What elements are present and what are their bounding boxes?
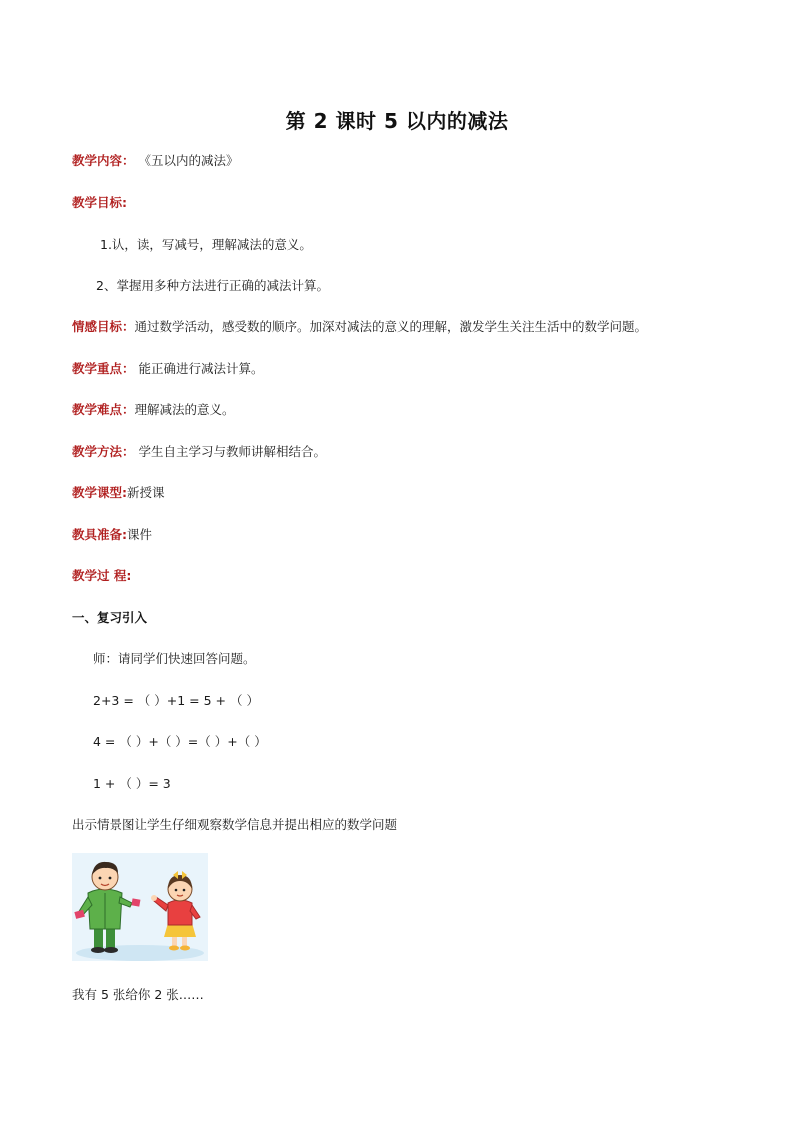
lesson-type [72,484,165,502]
teaching-process [72,567,131,585]
equation-3: 1 + （ ）= 3 [93,776,171,791]
teaching-method [72,443,326,461]
teaching-method-value: 学生自主学习与教师讲解相结合。 [134,444,326,459]
key-point-value: 能正确进行减法计算。 [134,361,264,376]
boy-figure [74,862,140,953]
teaching-objectives-label: 教学目标: [72,195,127,210]
scene-caption: 我有 5 张给你 2 张…… [72,987,204,1002]
teaching-objectives [72,194,127,212]
emotion-objective-value: 通过数学活动，感受数的顺序。加深对减法的意义的理解，激发学生关注生活中的数学问题。 [134,319,648,334]
objective-item-2: 2、掌握用多种方法进行正确的减法计算。 [96,278,329,293]
emotion-objective [72,318,647,336]
key-point-label: 教学重点： [72,361,135,376]
difficulty [72,401,235,419]
teaching-content-value: 《五以内的减法》 [134,153,239,168]
teaching-tools-value: 课件 [127,527,153,542]
difficulty-label: 教学难点： [72,402,135,417]
difficulty-value: 理解减法的意义。 [134,402,235,417]
equation-2: 4 = （ ）+（ ）=（ ）+（ ） [93,734,267,749]
scene-illustration [72,853,208,961]
key-point [72,360,264,378]
teacher-prompt: 师：请同学们快速回答问题。 [93,651,256,666]
teaching-tools-label: 教具准备: [72,527,127,542]
teaching-content-label: 教学内容： [72,153,135,168]
teaching-content [72,152,239,170]
objective-item-1: 1.认，读，写减号，理解减法的意义。 [100,237,312,252]
teaching-method-label: 教学方法： [72,444,135,459]
lesson-type-value: 新授课 [127,485,165,500]
section-heading-review: 一、复习引入 [72,610,148,625]
teaching-tools [72,526,152,544]
scene-instruction: 出示情景图让学生仔细观察数学信息并提出相应的数学问题 [72,817,398,832]
lesson-type-label: 教学课型: [72,485,127,500]
equation-1: 2+3 = （ ）+1 = 5 + （ ） [93,693,259,708]
girl-figure [151,871,200,951]
teaching-process-label: 教学过 程: [72,568,132,583]
emotion-objective-label: 情感目标： [72,319,135,334]
page-title: 第 2 课时 5 以内的减法 [285,109,509,133]
